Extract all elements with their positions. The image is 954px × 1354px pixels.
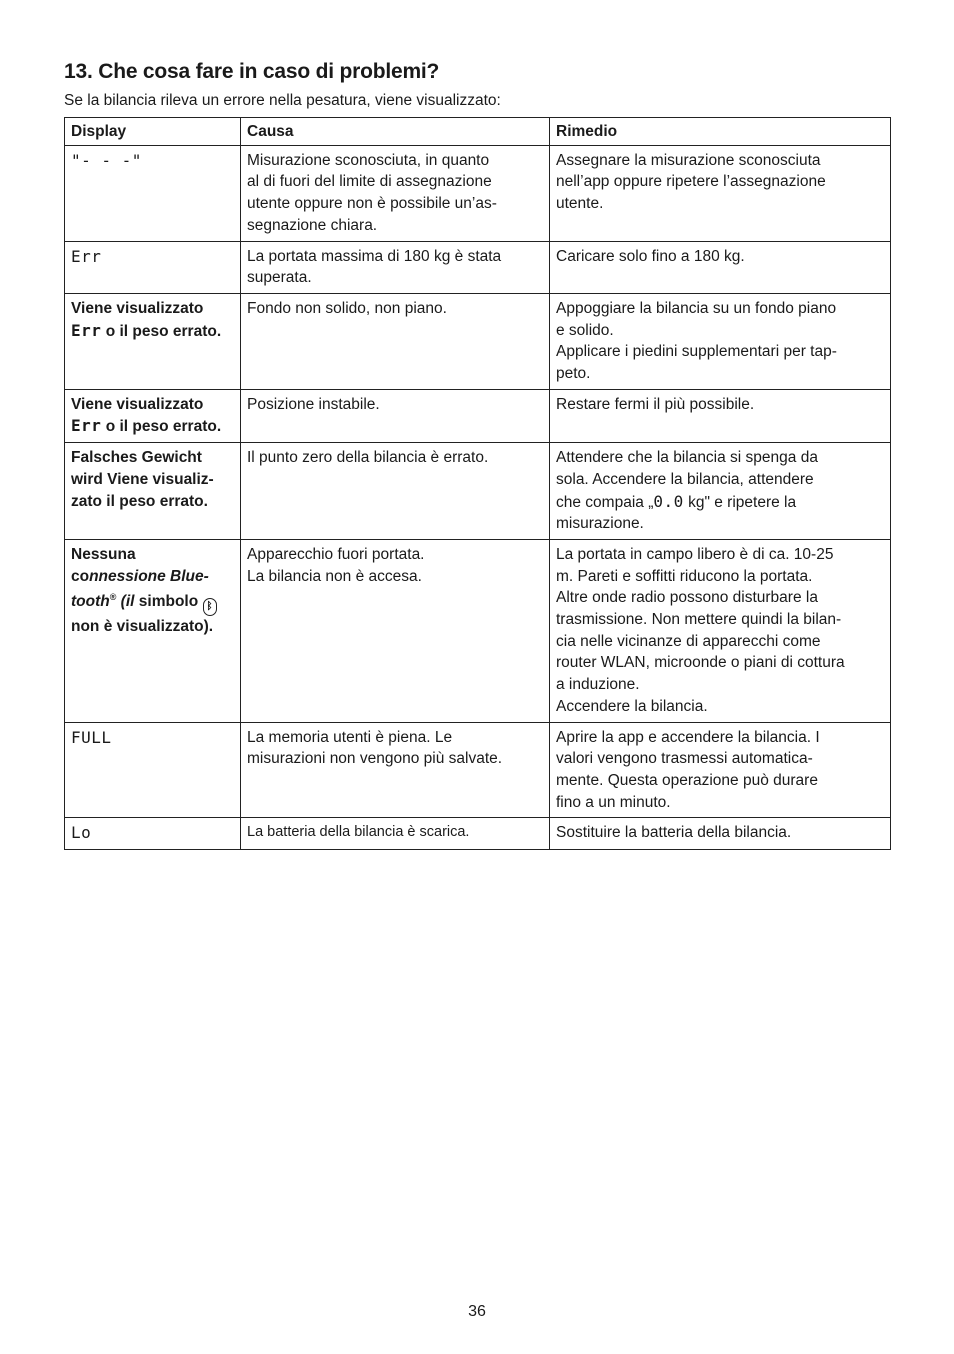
causa-cell [241, 443, 550, 540]
display-code: Lo [71, 823, 92, 843]
rimedio-line: Restare fermi il più possibile. [556, 395, 755, 413]
rimedio-line: utente. [556, 195, 604, 213]
display-cell [65, 722, 241, 818]
table-row [65, 539, 891, 722]
display-label: zato il peso errato. [71, 492, 208, 510]
causa-line: Misurazione sconosciuta, in quanto [247, 151, 490, 169]
causa-line: Apparecchio fuori portata. [247, 545, 425, 563]
header-display: Display [65, 118, 241, 146]
rimedio-cell [550, 539, 891, 722]
causa-cell [241, 241, 550, 293]
causa-line: Posizione instabile. [247, 395, 380, 413]
rimedio-cell [550, 241, 891, 293]
rimedio-text: kg" e ripetere la [683, 493, 797, 511]
causa-line: La portata massima di 180 kg è stata [247, 247, 502, 265]
display-cell [65, 145, 241, 241]
rimedio-cell [550, 443, 891, 540]
causa-line: La batteria della bilancia è scarica. [247, 824, 470, 841]
rimedio-line: Applicare i piedini supplementari per tap- [556, 343, 837, 361]
display-label: Viene visualizzato [71, 395, 204, 413]
display-label: (il [116, 593, 135, 611]
header-rimedio: Rimedio [550, 118, 891, 146]
display-code: Err [71, 416, 102, 436]
causa-line: La bilancia non è accesa. [247, 567, 422, 585]
section-heading: 13. Che cosa fare in caso di problemi? [64, 60, 440, 83]
causa-line: misurazioni non vengono più salvate. [247, 750, 503, 768]
rimedio-cell [550, 389, 891, 442]
rimedio-line: router WLAN, microonde o piani di cottura [556, 654, 845, 672]
display-code: Err [71, 320, 102, 340]
rimedio-cell [550, 145, 891, 241]
causa-line: La memoria utenti è piena. Le [247, 728, 453, 746]
causa-cell [241, 722, 550, 818]
rimedio-line: a induzione. [556, 676, 640, 694]
page-number: 36 [468, 1303, 486, 1320]
display-label: nnessione Blue- [89, 567, 209, 585]
display-cell [65, 443, 241, 540]
rimedio-line: Altre onde radio possono disturbare la [556, 589, 818, 607]
display-code: FULL [71, 727, 112, 747]
display-label: wird Viene visualiz- [71, 470, 214, 488]
display-cell [65, 389, 241, 442]
registered-mark: ® [109, 592, 117, 603]
display-cell [65, 539, 241, 722]
causa-line: superata. [247, 269, 312, 287]
rimedio-cell [550, 722, 891, 818]
rimedio-line: Aprire la app e accendere la bilancia. I [556, 728, 820, 746]
rimedio-cell [550, 818, 891, 850]
table-row [65, 293, 891, 389]
rimedio-cell [550, 293, 891, 389]
display-label: Falsches Gewicht [71, 449, 202, 467]
causa-cell [241, 389, 550, 442]
display-code: "- - -" [71, 150, 142, 170]
display-label: non è visualizzato). [71, 617, 214, 635]
rimedio-line: cia nelle vicinanze di apparecchi come [556, 632, 821, 650]
display-code: 0.0 [653, 491, 684, 511]
rimedio-line: sola. Accendere la bilancia, attendere [556, 470, 814, 488]
rimedio-line: La portata in campo libero è di ca. 10-25 [556, 545, 834, 563]
rimedio-text: che compaia „ [556, 493, 654, 511]
causa-line: al di fuori del limite di assegnazione [247, 173, 492, 191]
table-row [65, 145, 891, 241]
table-header-row [65, 118, 891, 146]
display-label: tooth [71, 593, 110, 611]
rimedio-line: e solido. [556, 321, 614, 339]
causa-line: segnazione chiara. [247, 216, 378, 234]
rimedio-line: Sostituire la batteria della bilancia. [556, 824, 792, 842]
rimedio-line: Appoggiare la bilancia su un fondo piano [556, 299, 837, 317]
header-causa: Causa [241, 118, 550, 146]
display-label: co [71, 567, 90, 585]
causa-cell [241, 145, 550, 241]
table-row [65, 818, 891, 850]
display-label: o il peso errato. [101, 418, 222, 436]
display-label: simbolo [134, 593, 203, 611]
table-row [65, 443, 891, 540]
rimedio-line: fino a un minuto. [556, 793, 671, 811]
rimedio-line: Caricare solo fino a 180 kg. [556, 247, 745, 265]
causa-line: utente oppure non è possibile un’as- [247, 195, 497, 213]
display-cell [65, 241, 241, 293]
rimedio-line: trasmissione. Non mettere quindi la bilan- [556, 611, 842, 629]
rimedio-line: m. Pareti e soffitti riducono la portata. [556, 567, 813, 585]
bluetooth-icon: ᛒ [203, 598, 217, 616]
causa-cell [241, 539, 550, 722]
causa-line: Il punto zero della bilancia è errato. [247, 449, 489, 467]
display-label: Viene visualizzato [71, 299, 204, 317]
rimedio-line: valori vengono trasmessi automatica- [556, 750, 813, 768]
rimedio-line: mente. Questa operazione può durare [556, 771, 818, 789]
display-cell [65, 293, 241, 389]
rimedio-line: nell’app oppure ripetere l’assegnazione [556, 173, 826, 191]
rimedio-line: peto. [556, 365, 591, 383]
troubleshooting-table [64, 117, 891, 850]
rimedio-line: Attendere che la bilancia si spenga da [556, 449, 818, 467]
table-row [65, 241, 891, 293]
causa-line: Fondo non solido, non piano. [247, 299, 447, 317]
rimedio-line: Accendere la bilancia. [556, 697, 708, 715]
causa-cell [241, 293, 550, 389]
intro-text: Se la bilancia rileva un errore nella pesatura, viene visualizzato: [64, 92, 501, 109]
table-row [65, 722, 891, 818]
rimedio-line: Assegnare la misurazione sconosciuta [556, 151, 821, 169]
table-row [65, 389, 891, 442]
rimedio-line: misurazione. [556, 515, 644, 533]
display-label: Nessuna [71, 545, 136, 563]
causa-cell [241, 818, 550, 850]
display-code: Err [71, 246, 102, 266]
display-label: o il peso errato. [101, 322, 222, 340]
display-cell [65, 818, 241, 850]
